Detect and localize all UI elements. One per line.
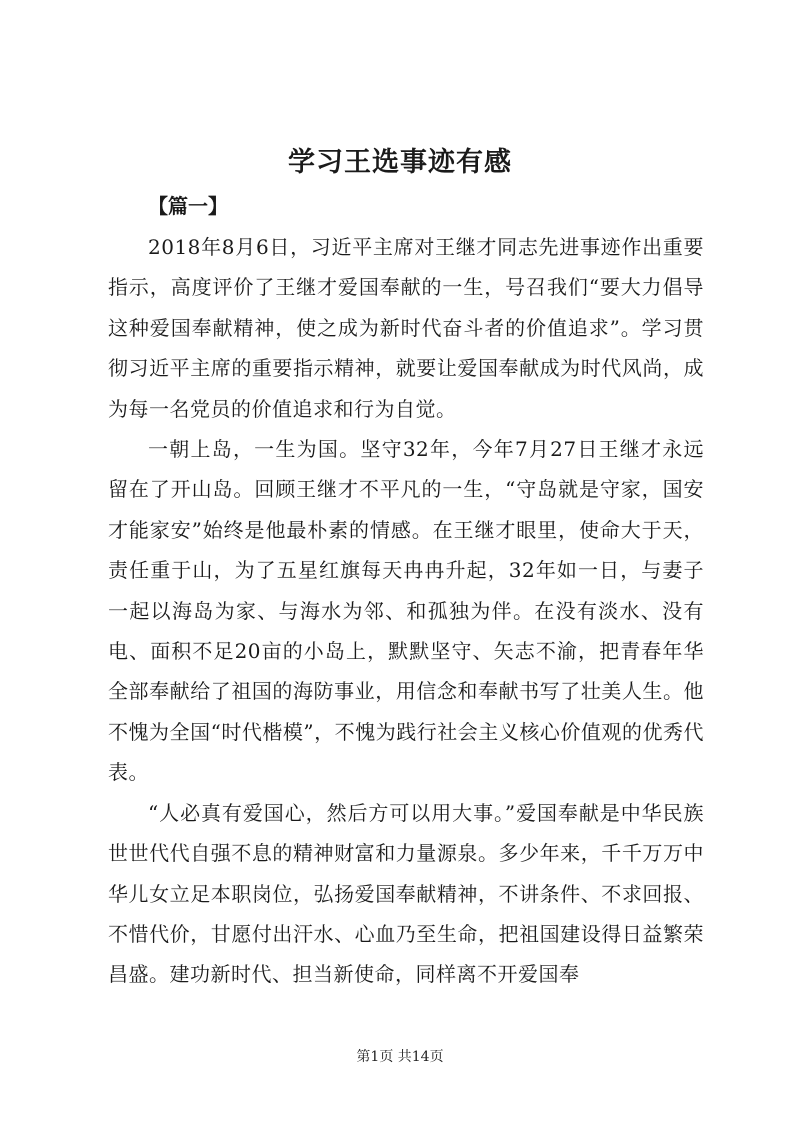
paragraph: 一朝上岛，一生为国。坚守32年，今年7月27日王继才永远留在了开山岛。回顾王继才不平凡的一生，“守岛就是守家，国安才能家安”始终是他最朴素的情感。在王继才眼里，使命大于天，责任重于山，为了五星红旗每天冉冉升起，32年如一日，与妻子一起以海岛为家、与海水为邻、和孤独为伴。在没有淡水、没有电、面积不足20亩的小岛上，默默坚守、矢志不渝，把青春年华全部奉献给了祖国的海防事业，用信念和奉献书写了壮美人生。他不愧为全国“时代楷模”，不愧为践行社会主义核心价值观的优秀代表。 [108,437,704,785]
paragraph: “人必真有爱国心，然后方可以用大事。”爱国奉献是中华民族世世代代自强不息的精神财富和力量源泉。多少年来，千千万万中华儿女立足本职岗位，弘扬爱国奉献精神，不讲条件、不求回报、不惜代价，甘愿付出汗水、心血乃至生命，把祖国建设得日益繁荣昌盛。建功新时代、担当新使命，同样离不开爱国奉 [108,800,704,987]
document-body [108,227,704,995]
paragraph: 2018年8月6日，习近平主席对王继才同志先进事迹作出重要指示，高度评价了王继才爱国奉献的一生，号召我们“要大力倡导这种爱国奉献精神，使之成为新时代奋斗者的价值追求”。学习贯彻习近平主席的重要指示精神，就要让爱国奉献成为时代风尚，成为每一名党员的价值追求和行为自觉。 [108,235,704,421]
document-title: 学习王选事迹有感 [288,147,512,178]
page-number-footer: 第1页 共14页 [356,1049,444,1065]
section-label: 【篇一】 [148,194,228,218]
